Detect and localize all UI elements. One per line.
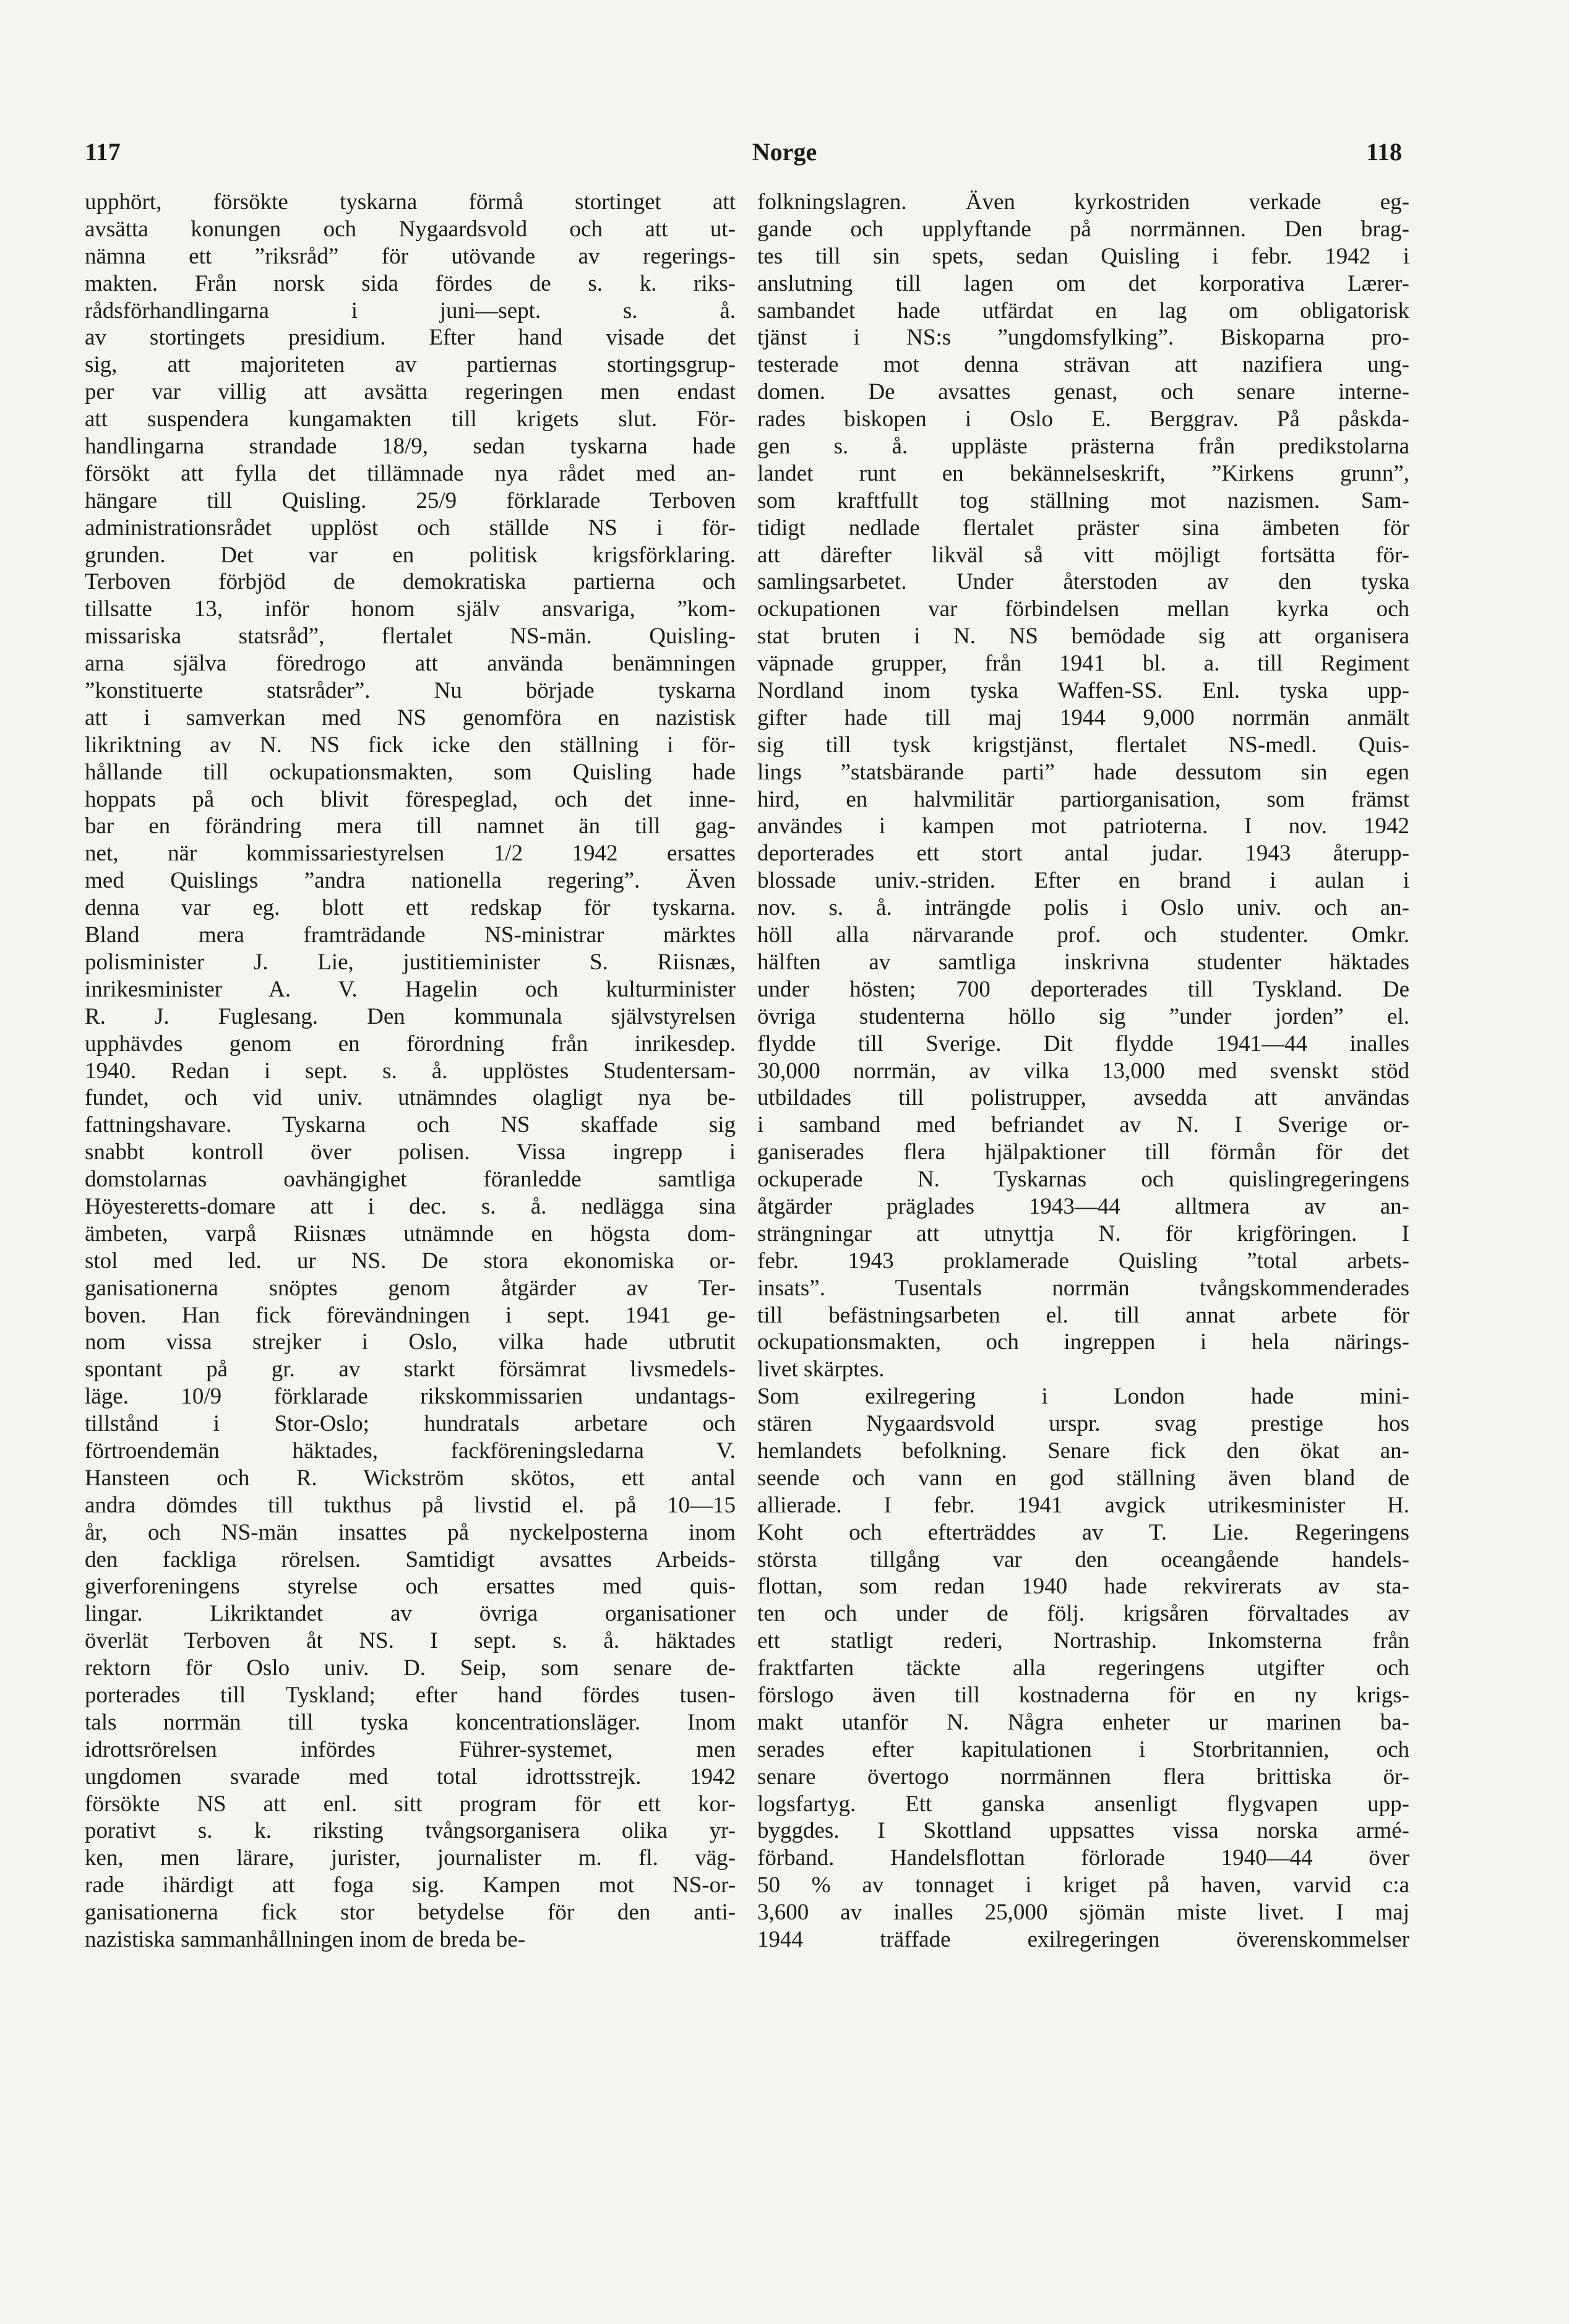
text-line: nom vissa strejker i Oslo, vilka hade utbrutit — [85, 1329, 736, 1355]
text-line: nämna ett ”riksråd” för utövande av regerings- — [85, 243, 736, 269]
text-line: fraktfarten täckte alla regeringens utgifter och — [757, 1655, 1409, 1681]
text-line: Nordland inom tyska Waffen-SS. Enl. tyska upp- — [757, 678, 1409, 704]
text-line: under hösten; 700 deporterades till Tyskland. De — [757, 976, 1409, 1002]
text-line: makt utanför N. Några enheter ur marinen ba- — [757, 1709, 1409, 1735]
text-line: av stortingets presidium. Efter hand visade det — [85, 325, 736, 351]
text-line: Höyesteretts-domare att i dec. s. å. nedlägga sina — [85, 1193, 736, 1219]
text-line: folkningslagren. Även kyrkostriden verkade eg- — [757, 189, 1409, 215]
text-line: giverforeningens styrelse och ersattes med quis- — [85, 1574, 736, 1600]
text-line: sig, att majoriteten av partiernas stortingsgrup- — [85, 352, 736, 378]
text-line: likriktning av N. NS fick icke den ställning i för- — [85, 732, 736, 758]
text-line: Som exilregering i London hade mini- — [757, 1384, 1409, 1410]
text-line: hemlandets befolkning. Senare fick den ökat an- — [757, 1438, 1409, 1464]
right-column — [757, 189, 1409, 1953]
text-line: gen s. å. uppläste prästerna från predikstolarna — [757, 434, 1409, 460]
text-line: Terboven förbjöd de demokratiska partierna och — [85, 569, 736, 595]
text-line: rådsförhandlingarna i juni—sept. s. å. — [85, 298, 736, 324]
text-line: 1940. Redan i sept. s. å. upplöstes Studentersam- — [85, 1058, 736, 1084]
text-line: allierade. I febr. 1941 avgick utrikesminister H. — [757, 1492, 1409, 1518]
text-line: tals norrmän till tyska koncentrationsläger. Inom — [85, 1709, 736, 1735]
text-line: strängningar att utnyttja N. för krigföringen. I — [757, 1220, 1409, 1246]
text-line: samlingsarbetet. Under återstoden av den tyska — [757, 569, 1409, 595]
text-line: hälften av samtliga inskrivna studenter häktades — [757, 949, 1409, 975]
text-line: blossade univ.-striden. Efter en brand i aulan i — [757, 868, 1409, 894]
text-line: tillsatte 13, inför honom själv ansvariga, ”kom- — [85, 596, 736, 622]
text-line: gifter hade till maj 1944 9,000 norrmän anmält — [757, 705, 1409, 731]
text-line: sambandet hade utfärdat en lag om obligatorisk — [757, 298, 1409, 324]
text-line: polisminister J. Lie, justitieminister S. Riisnæs, — [85, 949, 736, 975]
text-line: överlät Terboven åt NS. I sept. s. å. häktades — [85, 1628, 736, 1654]
text-line: boven. Han fick förevändningen i sept. 1941 ge- — [85, 1302, 736, 1328]
text-line: porativt s. k. riksting tvångsorganisera olika yr- — [85, 1818, 736, 1844]
text-line: i samband med befriandet av N. I Sverige or- — [757, 1112, 1409, 1138]
text-line: ganisationerna snöptes genom åtgärder av Ter- — [85, 1275, 736, 1301]
text-line: deporterades ett stort antal judar. 1943 återupp- — [757, 841, 1409, 867]
text-line: Bland mera framträdande NS-ministrar märktes — [85, 922, 736, 948]
text-line: år, och NS-män insattes på nyckelposterna inom — [85, 1519, 736, 1545]
text-line: missariska statsråd”, flertalet NS-män. Quisling- — [85, 624, 736, 650]
text-line: lings ”statsbärande parti” hade dessutom sin egen — [757, 759, 1409, 785]
text-line: ockupationsmakten, och ingreppen i hela närings- — [757, 1329, 1409, 1355]
text-line: nov. s. å. inträngde polis i Oslo univ. och an- — [757, 895, 1409, 921]
text-line: att i samverkan med NS genomföra en nazistisk — [85, 705, 736, 731]
text-line: stären Nygaardsvold urspr. svag prestige hos — [757, 1411, 1409, 1437]
text-line: till befästningsarbeten el. till annat arbete för — [757, 1302, 1409, 1328]
text-line: rades biskopen i Oslo E. Berggrav. På påskda- — [757, 406, 1409, 432]
text-line: bar en förändring mera till namnet än till gag- — [85, 813, 736, 839]
text-line: hird, en halvmilitär partiorganisation, som främst — [757, 786, 1409, 812]
text-line: nazistiska sammanhållningen inom de breda be- — [85, 1927, 526, 1952]
text-line: febr. 1943 proklamerade Quisling ”total arbets- — [757, 1248, 1409, 1274]
text-line: största tillgång var den oceangående handels- — [757, 1546, 1409, 1572]
text-line: ett statligt rederi, Nortraship. Inkomsterna från — [757, 1628, 1409, 1654]
text-line: fattningshavare. Tyskarna och NS skaffade sig — [85, 1112, 736, 1138]
text-line: användes i kampen mot patrioterna. I nov. 1942 — [757, 813, 1409, 839]
text-line: anslutning till lagen om det korporativa Lærer- — [757, 270, 1409, 296]
page-number-right: 118 — [1366, 138, 1402, 166]
text-line: förband. Handelsflottan förlorade 1940—44 över — [757, 1845, 1409, 1871]
text-line: handlingarna strandade 18/9, sedan tyskarna hade — [85, 434, 736, 460]
text-line: fundet, och vid univ. utnämndes olagligt nya be- — [85, 1085, 736, 1111]
text-line: flydde till Sverige. Dit flydde 1941—44 inalles — [757, 1031, 1409, 1057]
text-line: tes till sin spets, sedan Quisling i febr. 1942 i — [757, 243, 1409, 269]
left-column — [85, 189, 736, 1953]
text-line: grunden. Det var en politisk krigsförklaring. — [85, 542, 736, 568]
text-line: att därefter likväl så vitt möjligt fortsätta för- — [757, 542, 1409, 568]
text-line: försökte NS att enl. sitt program för ett kor- — [85, 1791, 736, 1817]
text-line: ten och under de följ. krigsåren förvaltades av — [757, 1601, 1409, 1627]
text-line: upphört, försökte tyskarna förmå stortinget att — [85, 189, 736, 215]
text-line: ämbeten, varpå Riisnæs utnämnde en högsta dom- — [85, 1220, 736, 1246]
text-line: spontant på gr. av starkt försämrat livsmedels- — [85, 1357, 736, 1383]
text-line: avsätta konungen och Nygaardsvold och att ut- — [85, 216, 736, 242]
text-line: övriga studenterna höllo sig ”under jorden” el. — [757, 1003, 1409, 1029]
text-line: väpnade grupper, från 1941 bl. a. till Regiment — [757, 651, 1409, 677]
text-line: flottan, som redan 1940 hade rekvirerats av sta- — [757, 1574, 1409, 1600]
text-line: Koht och efterträddes av T. Lie. Regeringens — [757, 1519, 1409, 1545]
text-line: snabbt kontroll över polisen. Vissa ingrepp i — [85, 1139, 736, 1165]
text-line: den fackliga rörelsen. Samtidigt avsattes Arbeids- — [85, 1546, 736, 1572]
text-line: tidigt nedlade flertalet präster sina ämbeten för — [757, 515, 1409, 541]
text-line: landet runt en bekännelseskrift, ”Kirkens grunn”, — [757, 460, 1409, 486]
text-line: ken, men lärare, jurister, journalister m. fl. väg- — [85, 1845, 736, 1871]
text-line: rektorn för Oslo univ. D. Seip, som senare de- — [85, 1655, 736, 1681]
text-line: ockuperade N. Tyskarnas och quislingregeringens — [757, 1167, 1409, 1193]
page-number-left: 117 — [85, 138, 121, 166]
text-line: som kraftfullt tog ställning mot nazismen. Sam- — [757, 487, 1409, 513]
text-line: hållande till ockupationsmakten, som Quisling hade — [85, 759, 736, 785]
text-line: lingar. Likriktandet av övriga organisationer — [85, 1601, 736, 1627]
text-line: domstolarnas oavhängighet föranledde samtliga — [85, 1167, 736, 1193]
text-line: med Quislings ”andra nationella regering”. Även — [85, 868, 736, 894]
text-line: livet skärptes. — [757, 1357, 885, 1383]
text-line: ”konstituerte statsråder”. Nu började tyskarna — [85, 678, 736, 704]
text-line: makten. Från norsk sida fördes de s. k. riks- — [85, 270, 736, 296]
text-line: net, när kommissariestyrelsen 1/2 1942 ersattes — [85, 841, 736, 867]
text-line: inrikesminister A. V. Hagelin och kulturminister — [85, 976, 736, 1002]
text-line: förtroendemän häktades, fackföreningsledarna V. — [85, 1438, 736, 1464]
text-line: åtgärder präglades 1943—44 alltmera av an- — [757, 1193, 1409, 1219]
running-title: Norge — [752, 138, 817, 166]
text-line: per var villig att avsätta regeringen men endast — [85, 379, 736, 405]
text-line: utbildades till polistrupper, avsedda att användas — [757, 1085, 1409, 1111]
text-line: denna var eg. blott ett redskap för tyskarna. — [85, 895, 736, 921]
text-line: seende och vann en god ställning även bland de — [757, 1465, 1409, 1491]
text-line: senare övertogo norrmännen flera brittiska ör- — [757, 1764, 1409, 1790]
text-line: testerade mot denna strävan att nazifiera ung- — [757, 352, 1409, 378]
text-line: Hansteen och R. Wickström skötos, ett antal — [85, 1465, 736, 1491]
text-line: att suspendera kungamakten till krigets slut. För- — [85, 406, 736, 432]
text-line: 50 % av tonnaget i kriget på haven, varvid c:a — [757, 1872, 1409, 1898]
text-line: stol med led. ur NS. De stora ekonomiska or- — [85, 1248, 736, 1274]
text-line: administrationsrådet upplöst och ställde NS i för- — [85, 515, 736, 541]
text-line: 30,000 norrmän, av vilka 13,000 med svenskt stöd — [757, 1058, 1409, 1084]
text-line: byggdes. I Skottland uppsattes vissa norska armé- — [757, 1818, 1409, 1844]
text-line: gande och upplyftande på norrmännen. Den brag- — [757, 216, 1409, 242]
text-line: hängare till Quisling. 25/9 förklarade Terboven — [85, 487, 736, 513]
text-line: ockupationen var förbindelsen mellan kyrka och — [757, 596, 1409, 622]
text-line: logsfartyg. Ett ganska ansenligt flygvapen upp- — [757, 1791, 1409, 1817]
text-line: serades efter kapitulationen i Storbritannien, och — [757, 1736, 1409, 1762]
text-line: förslogo även till kostnaderna för en ny krigs- — [757, 1682, 1409, 1708]
text-line: arna själva föredrogo att använda benämningen — [85, 651, 736, 677]
text-line: försökt att fylla det tillämnade nya rådet med an- — [85, 460, 736, 486]
text-line: hoppats på och blivit förespeglad, och det inne- — [85, 786, 736, 812]
text-line: idrottsrörelsen infördes Führer-systemet, men — [85, 1736, 736, 1762]
text-line: sig till tysk krigstjänst, flertalet NS-medl. Quis- — [757, 732, 1409, 758]
text-line: domen. De avsattes genast, och senare interne- — [757, 379, 1409, 405]
text-line: läge. 10/9 förklarade rikskommissarien undantags- — [85, 1384, 736, 1410]
text-line: R. J. Fuglesang. Den kommunala självstyrelsen — [85, 1003, 736, 1029]
text-line: insats”. Tusentals norrmän tvångskommenderades — [757, 1275, 1409, 1301]
page-header — [0, 137, 1569, 181]
text-line: höll alla närvarande prof. och studenter. Omkr. — [757, 922, 1409, 948]
text-line: ganisationerna fick stor betydelse för den anti- — [85, 1900, 736, 1926]
text-line: rade ihärdigt att foga sig. Kampen mot NS-or- — [85, 1872, 736, 1898]
text-line: tillstånd i Stor-Oslo; hundratals arbetare och — [85, 1411, 736, 1437]
text-line: ungdomen svarade med total idrottsstrejk. 1942 — [85, 1764, 736, 1790]
text-line: porterades till Tyskland; efter hand fördes tusen- — [85, 1682, 736, 1708]
text-line: 1944 träffade exilregeringen överenskommelser — [757, 1927, 1409, 1952]
text-line: 3,600 av inalles 25,000 sjömän miste livet. I maj — [757, 1900, 1409, 1926]
text-line: upphävdes genom en förordning från inrikesdep. — [85, 1031, 736, 1057]
text-line: ganiserades flera hjälpaktioner till förmån för det — [757, 1139, 1409, 1165]
text-line: stat bruten i N. NS bemödade sig att organisera — [757, 624, 1409, 650]
text-line: andra dömdes till tukthus på livstid el. på 10—15 — [85, 1492, 736, 1518]
text-line: tjänst i NS:s ”ungdomsfylking”. Biskoparna pro- — [757, 325, 1409, 351]
